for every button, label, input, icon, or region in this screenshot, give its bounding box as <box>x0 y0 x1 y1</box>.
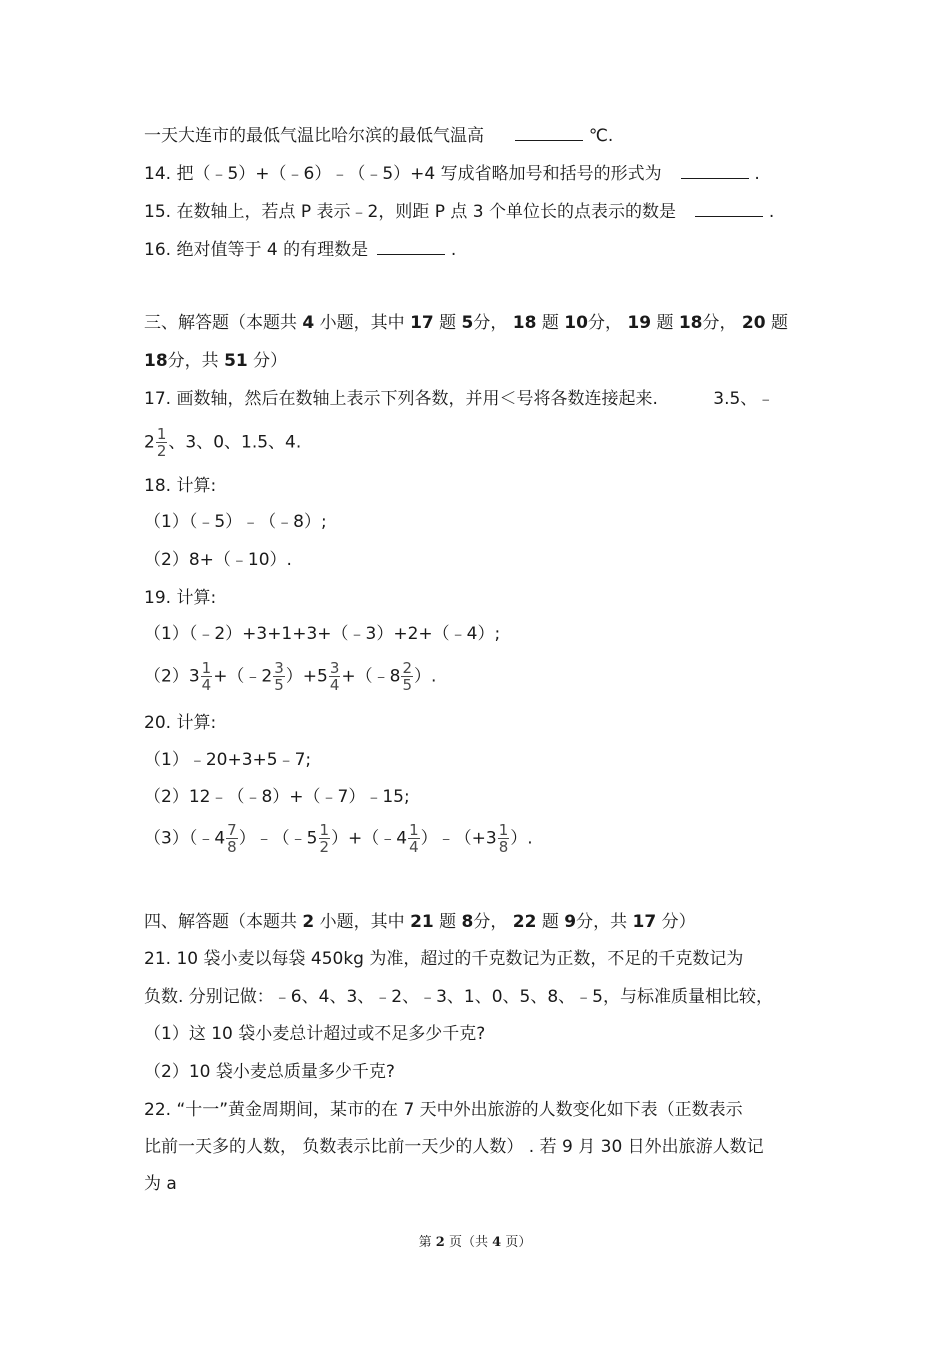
fraction: $\frac{7}{8}$ <box>227 821 237 856</box>
question-21-cont: 负数. 分别记做：﹣6、4、3、﹣2、﹣3、1、0、5、8、﹣5，与标准质量相比较， <box>144 987 773 1007</box>
question-22: 22. “十一”黄金周期间，某市的在 7 天中外出旅游的人数变化如下表（正数表示 <box>144 1100 743 1120</box>
question-22-cont-2: 为 a <box>144 1174 177 1194</box>
section-4-heading: 四、解答题（本题共 2 小题，其中 21 题 8分， 22 题 9分，共 17 分） <box>144 912 696 932</box>
question-20-part-3: （3）（﹣4 $\frac{7}{8}$ ）﹣（﹣5 $\frac{1}{2}$ ）+（﹣4 $\frac{1}{4}$ ）﹣（+3 $\frac{1}{8}$ ）. <box>144 821 533 856</box>
question-15: 15. 在数轴上，若点 P 表示﹣2，则距 P 点 3 个单位长的点表示的数是 . <box>144 202 775 222</box>
question-13-continuation: 一天大连市的最低气温比哈尔滨的最低气温高 ℃. <box>144 126 614 146</box>
question-21: 21. 10 袋小麦以每袋 450kg 为准，超过的千克数记为正数，不足的千克数记为 <box>144 949 744 969</box>
question-19-part-1: （1）（﹣2）+3+1+3+（﹣3）+2+（﹣4）; <box>144 624 501 644</box>
question-20-part-2: （2）12﹣（﹣8）+（﹣7）﹣15; <box>144 787 410 807</box>
question-18-part-1: （1）（﹣5）﹣（﹣8）; <box>144 512 327 532</box>
answer-blank <box>695 200 763 217</box>
question-19: 19. 计算: <box>144 588 217 608</box>
question-19-part-2: （2）3 $\frac{1}{4}$ +（﹣2 $\frac{3}{5}$ ）+5 $\frac{3}{4}$ +（﹣8 $\frac{2}{5}$ ）. <box>144 659 437 694</box>
answer-blank <box>377 238 445 255</box>
answer-blank <box>515 124 583 141</box>
question-22-cont: 比前一天多的人数， 负数表示比前一天少的人数） . 若 9 月 30 日外出旅游人数记 <box>144 1137 764 1157</box>
question-18: 18. 计算: <box>144 476 217 496</box>
question-16: 16. 绝对值等于 4 的有理数是 . <box>144 240 457 260</box>
question-17: 17. 画数轴，然后在数轴上表示下列各数，并用＜号将各数连接起来. 3.5、﹣ <box>144 389 775 409</box>
question-20: 20. 计算: <box>144 713 217 733</box>
answer-blank <box>681 162 749 179</box>
fraction: $\frac{1}{2}$ <box>319 821 330 856</box>
fraction: $\frac{2}{5}$ <box>402 659 413 694</box>
fraction: $\frac{1}{4}$ <box>409 821 419 856</box>
question-14: 14. 把（﹣5）+（﹣6）﹣（﹣5）+4 写成省略加号和括号的形式为 . <box>144 164 760 184</box>
question-21-part-1: （1）这 10 袋小麦总计超过或不足多少千克? <box>144 1024 486 1044</box>
section-3-heading: 三、解答题（本题共 4 小题，其中 17 题 5分， 18 题 10分， 19 题 18分， 20 题 <box>144 313 788 333</box>
fraction: $\frac{3}{5}$ <box>274 659 284 694</box>
section-3-heading-cont: 18分，共 51 分） <box>144 351 288 371</box>
fraction: $\frac{3}{4}$ <box>329 659 340 694</box>
question-20-part-1: （1）﹣20+3+5﹣7; <box>144 750 312 770</box>
question-18-part-2: （2）8+（﹣10）. <box>144 550 292 570</box>
fraction: $\frac{1}{8}$ <box>498 821 509 856</box>
page-footer: 第 2 页（共 4 页） <box>418 1235 532 1250</box>
fraction: $\frac{1}{2}$ <box>156 425 167 460</box>
question-17-numbers: 2 $\frac{1}{2}$ 、3、0、1.5、4. <box>144 425 302 460</box>
fraction: $\frac{1}{4}$ <box>201 659 212 694</box>
question-21-part-2: （2）10 袋小麦总质量多少千克? <box>144 1062 395 1082</box>
